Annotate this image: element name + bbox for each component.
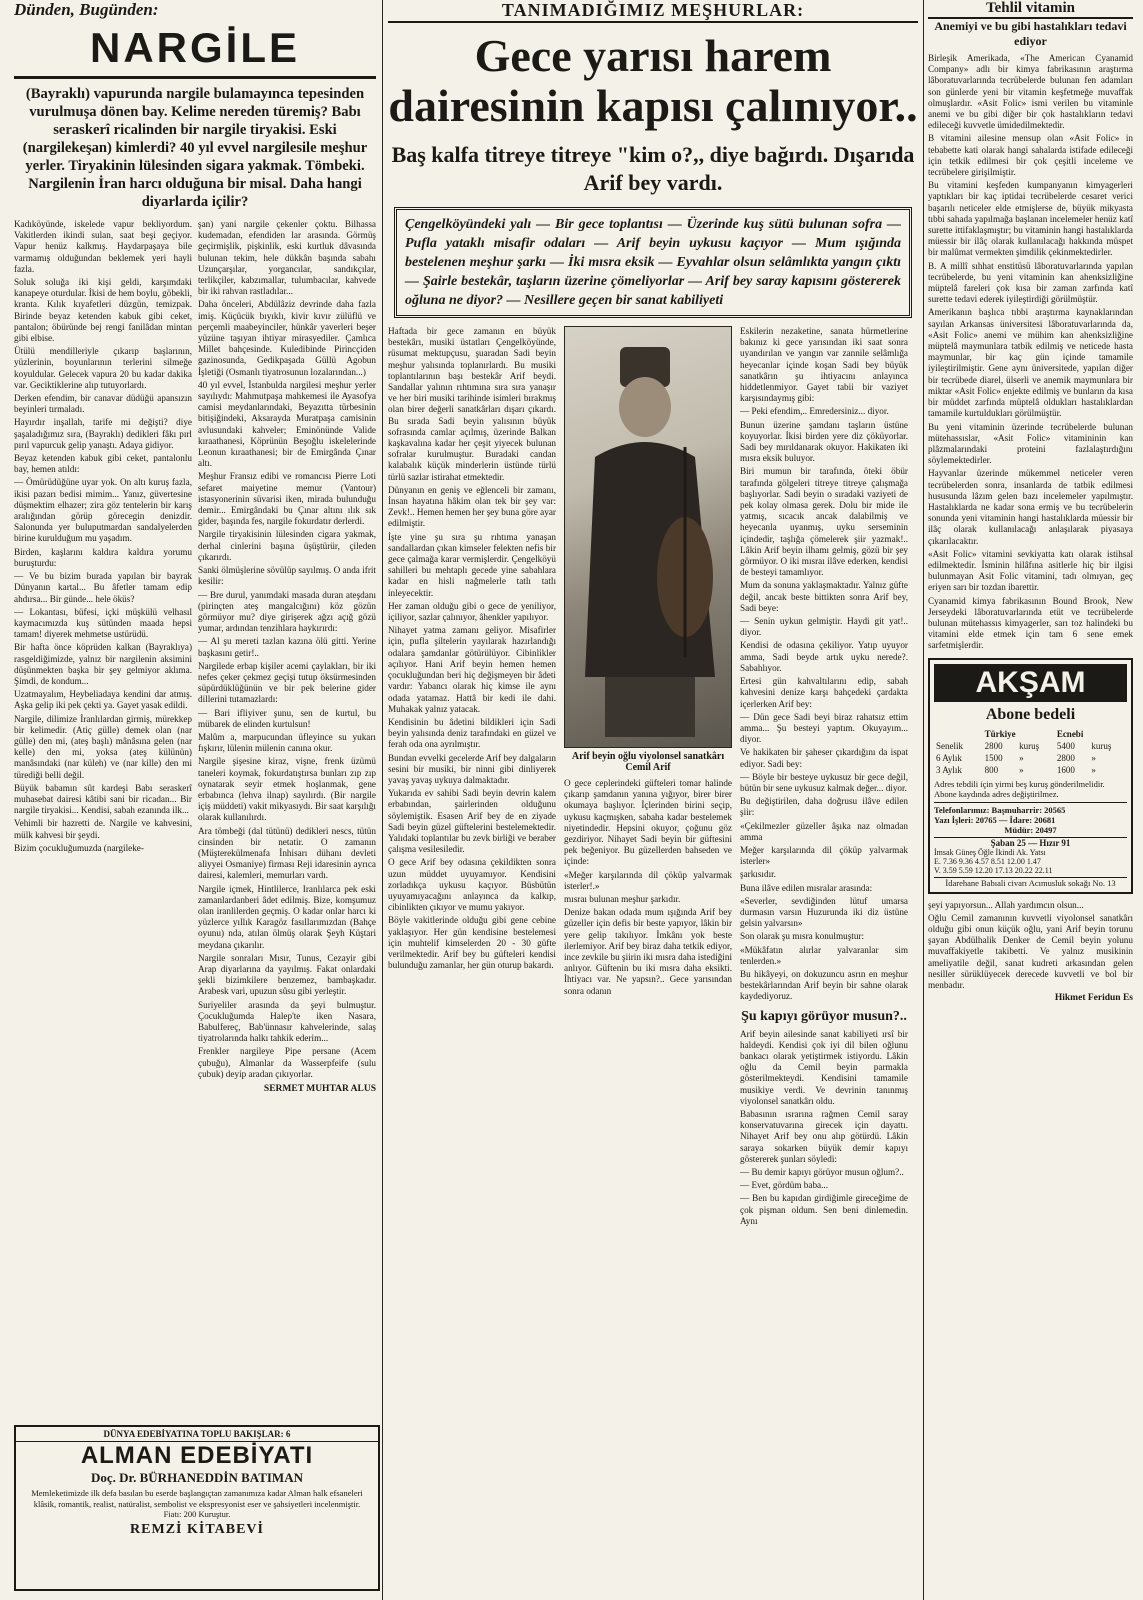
paragraph: «Meğer karşılarında dil çöküp yalvarmak isterler!.»	[564, 869, 732, 891]
paragraph: Derken efendim, bir canavar düdüğü apansızın beyinleri tırmaladı.	[14, 393, 192, 415]
paragraph: Nargile tiryakisinin lülesinden cigara yakmak, derhal cinlerini başına üşüştürür, çileden çıkarırdı.	[198, 529, 376, 562]
subscription-cell: 5400	[1056, 740, 1075, 751]
section-subtitle: Şu kapıyı görüyor musun?..	[741, 1008, 907, 1024]
paragraph: Ara tömbeği (dal tütünü) dedikleri nescs, tütün cinsinden bir netatir. O zamanın (Müşterekülmenafa İnhisarı dühanı devleti aliyyei Osmaniye) firması Reji idaresinin ayrıca dairesi, kalemleri, memurları vardı.	[198, 825, 376, 881]
paragraph: Vehimli bir hazretti de. Nargile ve kahvesini, mülk kahvesi bir şeydi.	[14, 818, 192, 840]
subscription-cell: 3 Aylık	[936, 764, 962, 775]
paragraph: — Ben bu kapıdan girdiğimle gireceğime de çok pişman oldum. Sen beni dinlemedin. Aynı	[740, 1193, 908, 1226]
calendar-title: Şaban 25 — Hızır 91	[934, 837, 1127, 848]
paragraph: Nargile içmek, Hintlilerce, Iranlılarca pek eski zamanlardanberi âdet edilmiş. Bize, komşumuz olan iranlilerden geçmiş. O kadar onlar harcı ki yüzlerce yıllık Karagöz fasıllarımızdan (Bahçe oyunu) nda, atılan ölmüş olarak Şeyh Küştari meydana çıkarılır.	[198, 883, 376, 950]
center-col-photo-text	[564, 778, 732, 997]
subscription-cell: 2800	[1056, 752, 1075, 763]
paragraph: — Bre durul, yanımdaki masada duran ateşdanı (pirinçten ateş mangalcığını) köz gözün görmüyor mu? diye girişerek ağzı açığ gözü yumar, ardından tenzihlara haykırırdı:	[198, 589, 376, 634]
paragraph: Meğer karşılarında dil çöküp yalvarmak isterler»	[740, 844, 908, 867]
paragraph: 40 yıl evvel, İstanbulda nargilesi meşhur yerler sayılıydı: Mahmutpaşa mahkemesi ile Ayasofya camisi meydanlarındaki, Beyazıtta türbesinin bitişiğindeki, Aksarayda Muratpaşa camisinin avlusundaki kahveler; Eminönünde Valide kıraathanesi, Köprünün Beşoğlu iskelelerinde Leonun kıraathanesi; bir de Emirgânda Çınar altı.	[198, 379, 376, 469]
phones-1: Telefonlarımız: Başmuharrir: 20565	[934, 802, 1127, 815]
book-advert	[14, 1425, 380, 1591]
article-columns	[14, 219, 376, 1082]
paragraph: Cyanamid kimya fabrikasının Bound Brook, New Jerseydeki lâboratuvarlarında etüt ve tecrübelerde bulunan mütehassıs kimyagerler, sarı toz halindeki bu vitamini elde etmek için tam 6 sene emek sarfetmişlerdir.	[928, 595, 1133, 651]
paragraph: Soluk soluğa iki kişi geldi, karşımdaki kanapeye oturdular. İkisi de hem boylu, göbekli, kranta. Kılık kıyafetleri düzgün, temizpak. Birinde beyaz ketenden kabuk gibi ceket, pantalon; öbüründe bej rengi fanilâdan mintan gibi elbise.	[14, 277, 192, 344]
subscription-cell: 800	[984, 764, 999, 775]
paragraph: Yukarıda ev sahibi Sadi beyin devrin kalem erbabından, şairlerinden olduğunu söylemiştik. Esasen Arif bey de en ziyade Sadi beyin güzel güftelerini bestelemektedir. Yalıdaki toplantılar bu zevk birliği ve beraber çalışma vesilesiledir.	[388, 788, 556, 855]
calendar-head: İmsak Güneş Öğle İkindi Ak. Yatsı	[934, 847, 1046, 857]
paragraph: Nargilede erbap kişiler acemi çaylakları, bir iki nefes çeker çekmez geçişi tutup öksürmesinden süpürdüklüğünün ve bir pek belerine gider dillerini tutamazlardı:	[198, 660, 376, 705]
paragraph: B. A millî sıhhat enstitüsü lâboratuvarlarında yapılan tecrübelerde, bu yeni vitaminin kan ahenksizliğine müptelâ fareleri çok kısa bir zaman zarfında katî surette tedavi ederek iyileştirdiği görülmüştür.	[928, 260, 1133, 305]
right-signature: Hikmet Feridun Es	[1054, 993, 1133, 1004]
subscription-row	[934, 752, 1127, 764]
paragraph: Büyük babamın sût kardeşi Babı seraskerî muhasebat dairesi kâtibi sani bir ricadan... Bir nargile tiryakisi... Kendisi, sabah ezanında ilk...	[14, 782, 192, 816]
paragraph: Bizim çocukluğumuzda (nargileke-	[14, 842, 144, 853]
vitamin-article	[928, 0, 1133, 1600]
paragraph: şan) yani nargile çekenler çoktu. Bilhassa kudemadan, efendiden lar arasında. Görmüş geçirmişlik, pişkinlik, eski kurtluk dâvasında bulunan tekim, hele dükkân başında sabahı Uzunçarşılar, yorgancılar, sandıkçılar, terlikçiler, kabzımallar, tulumbacılar, kahvede bir iki rahvan rastladılar...	[198, 219, 376, 297]
paragraph: Buna ilâve edilen mısralar arasında:	[740, 882, 873, 893]
portrait-photo	[564, 326, 732, 748]
subscription-title: Abone bedeli	[985, 705, 1076, 723]
paragraph: Bundan evvelki gecelerde Arif bey dalgaların sesini bir musiki, bir ninni gibi dinliyerek yavaş yavaş uykuya dalmaktadır.	[388, 752, 556, 785]
subscription-cell: »	[1091, 764, 1096, 775]
kicker: Dünden, Bugünden:	[14, 0, 159, 19]
center-columns	[388, 326, 918, 1229]
subscription-cell: 2800	[984, 740, 1003, 751]
paragraph: Meşhur Fransız edibi ve romancısı Pierre Loti sefaret maiyetine memur (Vantour) istasyonerinin süvarisi iken, mirada bulunduğu demir... Emirgândaki bu Çınar altını ılık sık gider, başında fes, nargile fokurdatır derlerdi.	[198, 471, 376, 527]
center-col-3	[740, 326, 908, 1229]
column-rule-2	[923, 0, 924, 1600]
series-header: TANIMADIĞIMIZ MEŞHURLAR:	[388, 0, 918, 23]
paragraph: Suriyeliler arasında da şeyi bulmuştur. Çocukluğumda Halep'te iken Nasara, Babulfereç, Bab'ünnasır kahvelerinde, salaş tiyatrolarında halkı tahkik ederim...	[198, 999, 376, 1044]
advert-publisher: REMZİ KİTABEVİ	[130, 1521, 264, 1537]
paragraph: Amerikanın başlıca tıbbi araştırma kaynaklarından sayılan Arkansas üniversitesi lâboratuvarlarında da, «Asit Folic» anemi ve mühim kan ahenksizliğine müptelâ maymunlara tatbik edilmiş ve neticede hasta maymunlar, bir kaç gün içinde tamamile iyileştirilmiştir. Gene aynı üniversitede, yapılan diğer bir tecrübede diarel, ülserli ve anemik maymunlara bir miktar «Asit Folic» enjekte edilmiş ve bunların da kısa bir müddet zarfında müptelâ oldukları hastalıklardan tamamile kurtuldukları görülmüştür.	[928, 307, 1133, 419]
nargile-article	[14, 0, 376, 1420]
phones-3: Müdür: 20497	[1004, 824, 1057, 835]
summary-box: Çengelköyündeki yalı — Bir gece toplantısı — Üzerinde kuş sütü bulunan sofra — Pufla yataklı misafir odaları — Arif beyin uykusu kaçıyor — Mum ışığında bestelenen meşhur şarkı — İki mısra eksik — Eyvahlar olsun selâmlıkta yangın çıktı — Şairle bestekâr, taşların üzerine çömeliyorlar — Arif bey saray kapısını göstererek oğluna ne diyor? — Nesillere geçen bir sanat kabiliyeti	[394, 207, 912, 318]
article-deck: (Bayraklı) vapurunda nargile bulamayınca tepesinden vurulmuşa dönen bay. Kelime nereden türemiş? Babı seraskerî ricalinden bir nargile tiryakisi. Eski (nargilekeşan) kimlerdi? 40 yıl evvel nargilesile meşhur yerler. Tiryakinin lülesinden sigara yakmak. Tömbeki. Nargilenin İran harcı olduğuna bir misal. Daha hangi diyarlarda içilir?	[22, 86, 368, 210]
paragraph: şarkısıdır.	[740, 869, 776, 880]
paragraph: Eskilerin nezaketine, sanata hürmetlerine bakınız ki gece yarısından iki saat sonra uyandırılan ve yangın var zannile selâmlığa heyecanlar içinde koşan Sadi bey büyük sanatkârın şu ihtiyacını anlayınca hiddetlenmiyor. Gayet tabii bir vaziyet karşısındaymış gibi:	[740, 326, 908, 404]
paragraph: Bu değiştirilen, daha doğrusu ilâve edilen şiir:	[740, 796, 908, 818]
calendar-e: E. 7.36 9.36 4.57 8.51 12.00 1.47	[934, 856, 1041, 866]
paragraph: İşte yine şu sıra şu rıhtıma yanaşan sandallardan çıkan kimseler felekten nefis bir gece çalmağa karar vermişlerdir. Çengelköyü sahilleri bu mehtaplı gecede yine sabahlara kadar en hisli nağmelerle tatlı tatlı inleyecektir.	[388, 531, 556, 598]
paragraph: Denize bakan odada mum ışığında Arif bey güzeller için defis bir beste yapıyor, lâkin bir yere gelip takılıyor. İmkânı yok beste ilerlemiyor. Arif bey biraz daha tetkik ediyor, ince zevkile bu şiirin iki mısra daha istediğini anlıyor. Güftenin bu iki mısra daha eksikti. İhtiyacı var. Ne yapsın?.. Gece yarısından sonra odanın	[564, 907, 732, 996]
col-turkey: Türkiye	[984, 728, 1016, 739]
photo-caption: Arif beyin oğlu viyolonsel sanatkârı Cemil Arif	[571, 751, 725, 773]
paragraph: Ve hakikaten bir şaheser çıkardığını da ispat ediyor. Sadi bey:	[740, 747, 908, 769]
paragraph: Bu vitamini keşfeden kumpanyanın kimyagerleri yaptıkları bir kaç iptidai tecrübelerde cesaret verici başarılı neticeler elde etmişlerse de, büyük mikyasta tıbbi sahada yapılmağa başlanan incelemeler henüz katî surette ittifaklaşmıştır; bu vitaminin hangi hastalıklarda müessir bir ilâç olarak kullanılacağı hakkında müspet bir malûmat vermekten şimdilik çekinmektedirler.	[928, 180, 1133, 258]
paragraph: — Ve bu bizim burada yapılan bir bayrak Dünyanın kartal... Bu âfetler tamam edip ahdırsa... Bir günde... hele öküs?	[14, 571, 192, 604]
paragraph: Birden, kaşlarını kaldıra kaldıra yorumu buruşturdu:	[14, 546, 192, 568]
paragraph: Beyaz ketenden kabuk gibi ceket, pantalonlu bay, hemen atıldı:	[14, 453, 192, 475]
paragraph: «Severler, sevdiğinden lütuf umarsa durmasın varsın Huzurunda iki diz üstüne gelsin yalvarsın»	[740, 895, 908, 929]
paragraph: Biri mumun bir tarafında, öteki öbür tarafında gölgeleri titreye titreye çalışmağa başlıyorlar. Sadi beyin o sıradaki vaziyeti de pek kolay olmasa gerek. Dolu bir mide ile yatmış, sıcacık ancak dalabilmiş ve heyecanla uyanmış, uyku serseminin içindedir, taşlığa çömelerek şiir yazmak!.. Lâkin Arif beyin ilhamı gelmiş, gözü bir şey görmüyor. O iki mısraı ilâve ederken, kendisi de besteyi tamamlıyor.	[740, 466, 908, 578]
paragraph: «Çekilmezler güzeller âşıka naz olmadan amma	[740, 820, 908, 842]
tail-1: şeyi yapıyorsun... Allah yardımcın olsun...	[928, 899, 1084, 910]
paragraph: Frenkler nargileye Pipe persane (Acem çubuğu), Almanlar da Wasserpfeife (sulu çubuk) deyip aradan çıkıyorlar.	[198, 1046, 376, 1079]
col-foreign: Ecnebi	[1056, 728, 1084, 739]
subscription-note: Adres tebdili için yirmi beş kuruş gönderilmelidir. Abone kaydında adres değiştirilmez.	[934, 778, 1105, 799]
paragraph: Bunun üzerine şamdanı taşların üstüne koyuyorlar. İkisi birden yere diz çöküyorlar. Sadi bey mırıldanarak okuyor. Hakikaten iki mısra eksik buluyor.	[740, 419, 908, 464]
subscription-row	[934, 764, 1127, 776]
paragraph: «Mükâfatın alırlar yalvaranlar sim tenlerden.»	[740, 944, 908, 966]
paragraph: Son olarak şu mısra konulmuştur:	[740, 931, 865, 942]
paragraph: Nargile sonraları Mısır, Tunus, Cezayir gibi Arap diyarlarına da yayılmış. Fakat onlardaki şekli bizimkilere benzemez, bambaşkadır. Arabesk vari, upuzun sûsu gibi yerleştir.	[198, 952, 376, 997]
address: İdarehane Babıali civarı Acımusluk sokağı No. 13	[934, 877, 1127, 888]
paragraph: — Al şu mereti tazlan kazına ölü gitti. Yerine başkasını getir!..	[198, 636, 376, 658]
article-col-2	[198, 219, 376, 1082]
paragraph: Babasının ısrarına rağmen Cemil saray konservatuvarına girecek için dayattı. Nihayet Arif bey onu alıp götürdü. Lâkin saraya sokarken büyük demir kapıyı göstererek şunları söyledi:	[740, 1109, 908, 1164]
paragraph: Bu hikâyeyi, on dokuzuncu asrın en meşhur bestekârlarından Arif beyin bir sahne olarak kaydediyoruz.	[740, 968, 908, 1002]
paragraph: Kendisi de odasına çekiliyor. Yatıp uyuyor amma, Sadi beyde artık uyku nerede?. Sabahlıyor.	[740, 640, 908, 673]
paragraph: Uzatmayalım, Heybeliadaya kendini dar atmış. Aşka gelip iki pek çekti ya. Gayet yasak edildi.	[14, 689, 192, 711]
subscription-box	[928, 658, 1133, 894]
paragraph: Nargile, dilimize İranlılardan girmiş, mürekkep bir kelimedir. (Atiç gülle) demek olan (nar gülle) den mi, (ateş başlı) mânâsına gelen (nar kelle) den mi, yoksa (ateş külünün) manâsındaki (nar küleh) ve (nar kille) den mi türediği belli değil.	[14, 713, 192, 780]
paragraph: Hayvanlar üzerinde mükemmel neticeler veren tecrübelerden sonra, insanlarda de tatbik edilmesi hususunda lâzım gelen bazı incelemeler yapılmıştır. Hastalıklarda ne kadar sona ermiş ve bu tecrübelerin sonunda yeni vitaminin hangi hastalıklarda müessir bir ilâç olarak kullanılacağı anlaşılarak piyasaya çıkarılacaktır.	[928, 468, 1133, 546]
subheadline: Baş kalfa titreye titreye "kim o?,, diye bağırdı. Dışarıda Arif bey vardı.	[391, 142, 915, 195]
paragraph: — Lokantası, büfesi, içki müşkülü velhasıl kaymacımızda kuş sütünden maada hepsi tamam! diyerek mehmetse ustürüdü.	[14, 606, 192, 640]
aksam-logo: AKŞAM	[934, 664, 1127, 702]
vitamin-paragraphs	[928, 53, 1133, 652]
subscription-cell: 1600	[1056, 764, 1075, 775]
paragraph: — Bu demir kapıyı görüyor musun oğlum?..	[740, 1167, 904, 1178]
paragraph: Nargile şişesine kiraz, vişne, frenk üzümü taneleri koymak, fokurdatıştırsa bunları zıp zıp oynatarak seyir etmek hoşlanmak, gene erbabınca (lehva ilnap) sayılırdı. (Bir nargile içiş müddeti) vakit mikyasıydı. Bir saat karşılığı olarak kullanılırdı.	[198, 756, 376, 823]
paragraph: Ertesi gün kahvaltılarını edip, sabah kahvesini denize karşı bahçedeki çardakta içerlerken Arif bey:	[740, 676, 908, 709]
subscription-cell: »	[1019, 764, 1024, 775]
paragraph: B vitamini ailesine mensup olan «Asit Folic» in tebabette kati olarak hangi sahalarda istifade edileceği için tetkik edilmesi bir çok çeşitli inceleme ve tecrübelere girişilmiştir.	[928, 133, 1133, 178]
paragraph: Dünyanın en geniş ve eğlenceli bir zamanı, İnsan hayatına hâkim olan tek bir şey var: Zevk!.. Hemen hemen her şey buna göre ayar edilmiştir.	[388, 484, 556, 529]
center-col-1	[388, 326, 556, 1229]
paragraph: Kendisinin bu âdetini bildikleri için Sadi beyin yalısında deniz tarafındaki en güzel ve ferah oda ona ayrılmıştır.	[388, 716, 556, 750]
paragraph: Nihayet yatma zamanı geliyor. Misafirler için, pufla şiltelerin yayılarak hazırlandığı odalara şamdanlar götürülüyor. Cibinlikler açılıyor. Hani Arif beyin hemen hemen çocukluğundan beri hiç değişmeyen bir âdeti vardır: Yabancı olarak hiç kimse ile aynı odada yatamaz. Hattâ bir kedi ile dahi. Muhakak yalnız yatacak.	[388, 625, 556, 714]
paragraph: mısraı bulunan meşhur şarkıdır.	[564, 894, 681, 905]
paragraph: Arif beyin ailesinde sanat kabiliyeti ırsî bir haldeydi. Kendisi çok iyi dil bilen oğlunu bankacı olarak yetiştirmek istiyordu. Lâkin oğlu da Cemil beyin parmakla gösterilmekteydi. Kendisini tamamile musikiye verdi. Ve devrinin tanınmış viyolonsel sanatkârı oldu.	[740, 1028, 908, 1106]
paragraph: — Evet, gördüm baba...	[740, 1180, 829, 1191]
phones-2: Yazı İşleri: 20765 — İdare: 20681	[934, 814, 1056, 825]
paragraph: Haftada bir gece zamanın en büyük bestekârı, musiki üstatları Çengelköyünde, rüsumat mektupçusu, şuaradan Sadi beyin meşhur yalısında toplanırlardı. Bu musiki toplantılarının başı bestekâr Arif beydi. Sandallar yalının rıhtımına sıra sıra yanaşır ve her biri musiki tarihinde isimleri bırakmış olan birer değerli sanatkârları dışarı çıkardı. Bu sırada Sadi beyin yalısının büyük sofrasında camlar açılmış, üzerinde Balkan kaşkavalına kadar her çeşit yiyecek bulunan sofralar kurulmuştur. Buradaki candan kalabalık küçük minderlerin üstünde türlü türlü sazlar istirahat etmektedir.	[388, 326, 556, 482]
cellist-illustration	[565, 327, 731, 745]
paragraph: O gece Arif bey odasına çekildikten sonra uzun müddet uyuyamıyor. Kendisini zorladıkça uykusu kaçıyor. Büsbütün uyuyamıyacağını anlayınca da kalkıp, cibinlikten çıkıyor ve mumu yakıyor.	[388, 857, 556, 913]
advert-title: ALMAN EDEBİYATI	[80, 1442, 314, 1469]
paragraph: Daha önceleri, Abdülâziz devrinde daha fazla imiş. Küçücük bıyıklı, kivir kıvır zülüflü ve perçemli maabeyinciler, hünkâr yaverleri beşer yüzüne taşıyan ihtiyar mirasyediler. Çamlıca Millet bahçesinde. Kuledibinde Pirincçiden gazinosunda, Gedikpaşada Güllü Agobun İşletiği (Osmanlı tiyatrosunun lozalarından...)	[198, 299, 376, 377]
paragraph: O gece ceplerindeki güfteleri tomar halinde çıkarıp şamdanın yanına yığıyor, birer birer okumaya başlıyor. İçlerinden birini seçip, uykusu kaçmışken, sabaha kadar bestelemek niyetindedir. Hepsini okuyor, çoğunu göz gezdiriyor. Nihayet Sadi beyin bir güftesini pek beğeniyor. Bu güzellerden bahseden ve içinde:	[564, 778, 732, 867]
paragraph: Sanki ölmüşlerine sövülüp sayılmış. O anda ifrit kesilir:	[198, 565, 376, 587]
subscription-cell: »	[1091, 752, 1096, 763]
subscription-cell: »	[1019, 752, 1024, 763]
subscription-table	[934, 728, 1127, 776]
calendar-v: V. 3.59 5.59 12.20 17.13 20.22 22.11	[934, 865, 1053, 875]
paragraph: — Peki efendim,.. Emredersiniz... diyor.	[740, 406, 889, 417]
subscription-row	[934, 740, 1127, 752]
paragraph: Hayırdır inşallah, tarife mi değişti? diye şaşaladığımız sıra, (Bayraklı) dedikleri fâkı pırl pırıl vapurcuk gelip yanaştı. Adaya gidiyor.	[14, 417, 192, 450]
advert-body: Memleketimizde ilk defa basılan bu eserde başlangıçtan zamanımıza kadar Alman halk efsaneleri klâsik, romantik, realist, natüralist, sembolist ve ekspresyonist eser ve şahsiyetleri incelenmiştir. Fiatı: 200 Kuruştur.	[31, 1488, 363, 1519]
paragraph: Birleşik Amerikada, «The American Cyanamid Company» adlı bir kimya fabrikasının araştırma lâboratuvarlarında tecrübelerde bulunan fen adamları son günlerde yeni bir vitamin keşfetmeğe muvaffak olmuşlardır. «Asit Folic» ismi verilen bu vitaminle anemi ve bu gibi diğer bir çok hastalıkların tedavi edileceği kuvvetle ümidedilmektedir.	[928, 53, 1133, 131]
column-rule-1	[382, 0, 383, 1600]
subscription-cell: 6 Aylık	[936, 752, 962, 763]
paragraph: Mum da sonuna yaklaşmaktadır. Yalnız güfte değil, ancak beste bittikten sonra Arif bey, Sadi beye:	[740, 580, 908, 613]
paragraph: Böyle vakitlerinde olduğu gibi gene cebine yaklaşıyor. Her gün kendisine bestelemesi için muhtelif kimselerden 20 - 30 güfte verilmektedir. Arif bey bu güfteleri kendisi bulunduğu zamanlar, her gün oturup bakardı.	[388, 915, 556, 971]
paragraph: — Ömürüdüğüne uyar yok. On altı kuruş fazla, ikisi pazarı bedisi mimim... Yanız, güvertesine düşmektim elhazer; zira göz tentelerin bir karış aralığından görüp görecegin denizdir. Salonunda yer buluputmardan sandalyelerden birine kurulduğum mu yaşadım.	[14, 477, 192, 544]
subscription-cell: kuruş	[1091, 740, 1112, 751]
paragraph: — Bari ifliyiver şunu, sen de kurtul, bu mübarek de elinden kurtulsun!	[198, 707, 376, 729]
paragraph: Bu yeni vitaminin üzerinde tecrübelerde bulunan mütehassıslar, «Asit Folic» vitamininin kan plâzmalarındaki proteini fazlalaştırdığını söylemektedirler.	[928, 421, 1133, 466]
arif-bey-article	[388, 0, 918, 1600]
paragraph: «Asit Folic» vitamini sevkiyatta katı olarak istihsal edilmektedir. İsminin hilâfına asitlerle hiç bir ilgisi bulunmayan Asit Folic vitamini, tadı olmıyan, geç eriyen sarı bir tozdan ibarettir.	[928, 548, 1133, 593]
headline: Gece yarısı harem dairesinin kapısı çalınıyor..	[388, 30, 918, 131]
article-col-1	[14, 219, 192, 1082]
paragraph: Kadıköyünde, iskelede vapur bekliyordum. Vakitlerden ikindi sulan, saat beşi geçiyor. Vapur henüz kalkmış. Haydarpaşaya bile varmamış olduğundan beklemek yeri hayli fazla.	[14, 219, 192, 274]
center-col-photo	[564, 326, 732, 1229]
paragraph: — Dün gece Sadi beyi biraz rahatsız ettim amma... Şu besteyi yaptım. Okuyayım... diyor.	[740, 711, 908, 745]
advert-series: DÜNYA EDEBİYATINA TOPLU BAKIŞLAR: 6	[16, 1427, 378, 1442]
right-top: Tehlil vitamin	[928, 0, 1133, 19]
tail-2: Oğlu Cemil zamanının kuvvetli viyolonsel sanatkârı olduğu gibi onun küçük oğlu, yani Arif beyin torunu şayan Abdülhalik Denker de Cemil beyin yolunu muvaffakiyetle takibetti. Ve yalnız musikinin ameliyatile değil, sanat kudreti arkasından gelen nesiller sürüklüyecek derecede kuvvetli ve bol bir menbadır.	[928, 912, 1133, 990]
paragraph: Malûm a, marpucundan üfleyince su yukarı fışkırır, lülenin mülenin canına okur.	[198, 731, 376, 754]
subscription-cell: Senelik	[936, 740, 963, 751]
article-title: NARGİLE	[14, 24, 376, 79]
signature: SERMET MUHTAR ALUS	[263, 1084, 376, 1095]
subscription-cell: 1500	[984, 752, 1003, 763]
paragraph: Ütülü mendilleriyle çıkarıp başlarının, yüzlerinin, boyunlarının terlerini silmeğe koyuldular. Gelecek vapura 20 bu kadar dakika var. Geciktiklerine alıp tutuyorlardı.	[14, 346, 192, 390]
subscription-cell: kuruş	[1019, 740, 1040, 751]
advert-author: Doç. Dr. BÜRHANEDDİN BATIMAN	[91, 1470, 303, 1485]
paragraph: Bir hafta önce köprüden kalkan (Bayraklıya) rasgeldiğimizde, yalnız bir nargilenin aksimini düşünmekten başka bir şey gelmiyor aklıma. Şimdi, de kondum...	[14, 642, 192, 686]
vitamin-title: Anemiyi ve bu gibi hastalıkları tedavi ediyor	[934, 19, 1127, 48]
paragraph: — Senin uykun gelmiştir. Haydi git yat!.. diyor.	[740, 616, 908, 638]
paragraph: Her zaman olduğu gibi o gece de yeniliyor, içiliyor, sazlar çalınıyor, âhenkler yapılıyor.	[388, 600, 556, 623]
paragraph: — Böyle bir besteye uykusuz bir gece değil, bütün bir sene uykusuz kalmak değer... diyor.	[740, 771, 908, 793]
